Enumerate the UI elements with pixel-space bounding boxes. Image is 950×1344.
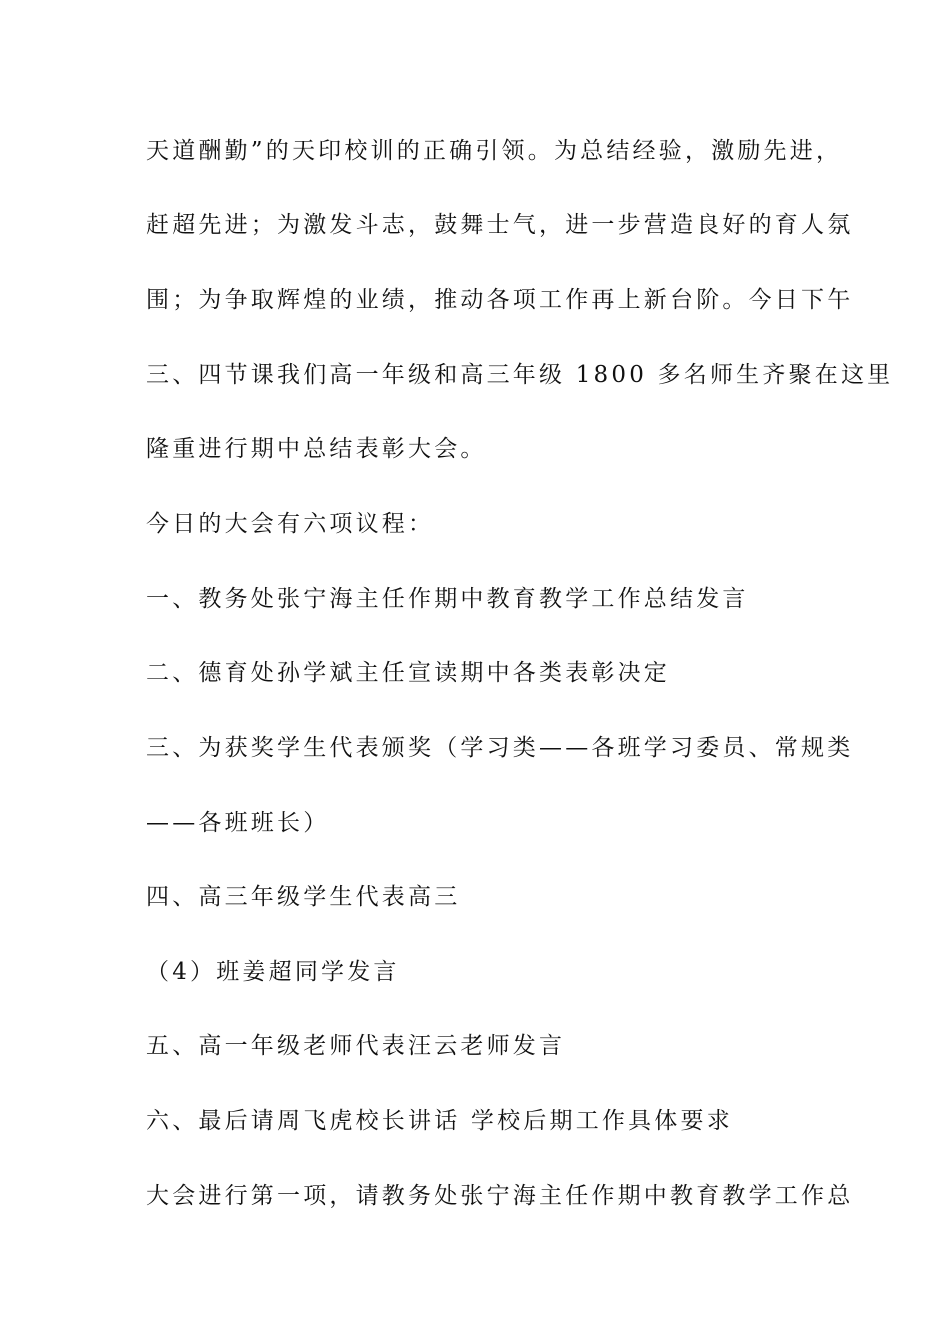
- text-line-2: 赶超先进；为激发斗志，鼓舞士气，进一步营造良好的育人氛: [146, 212, 854, 238]
- agenda-item-4: 四、高三年级学生代表高三: [146, 884, 461, 910]
- text-line-1: 天道酬勤”的天印校训的正确引领。为总结经验，激励先进，: [146, 138, 843, 164]
- agenda-item-4-cont: （4）班姜超同学发言: [146, 959, 400, 985]
- text-line-last: 大会进行第一项，请教务处张宁海主任作期中教育教学工作总: [146, 1183, 854, 1209]
- agenda-item-5: 五、高一年级老师代表汪云老师发言: [146, 1033, 566, 1059]
- agenda-item-2: 二、德育处孙学斌主任宣读期中各类表彰决定: [146, 660, 670, 686]
- agenda-item-1: 一、教务处张宁海主任作期中教育教学工作总结发言: [146, 586, 749, 612]
- text-line-4: 三、四节课我们高一年级和高三年级 1800 多名师生齐聚在这里: [146, 362, 894, 388]
- text-line-6: 今日的大会有六项议程：: [146, 511, 435, 537]
- agenda-item-6: 六、最后请周飞虎校长讲话 学校后期工作具体要求: [146, 1108, 733, 1134]
- agenda-item-3: 三、为获奖学生代表颁奖（学习类——各班学习委员、常规类: [146, 735, 854, 761]
- agenda-item-3-cont: ——各班班长）: [146, 810, 330, 836]
- text-line-5: 隆重进行期中总结表彰大会。: [146, 436, 487, 462]
- text-line-3: 围；为争取辉煌的业绩，推动各项工作再上新台阶。今日下午: [146, 287, 854, 313]
